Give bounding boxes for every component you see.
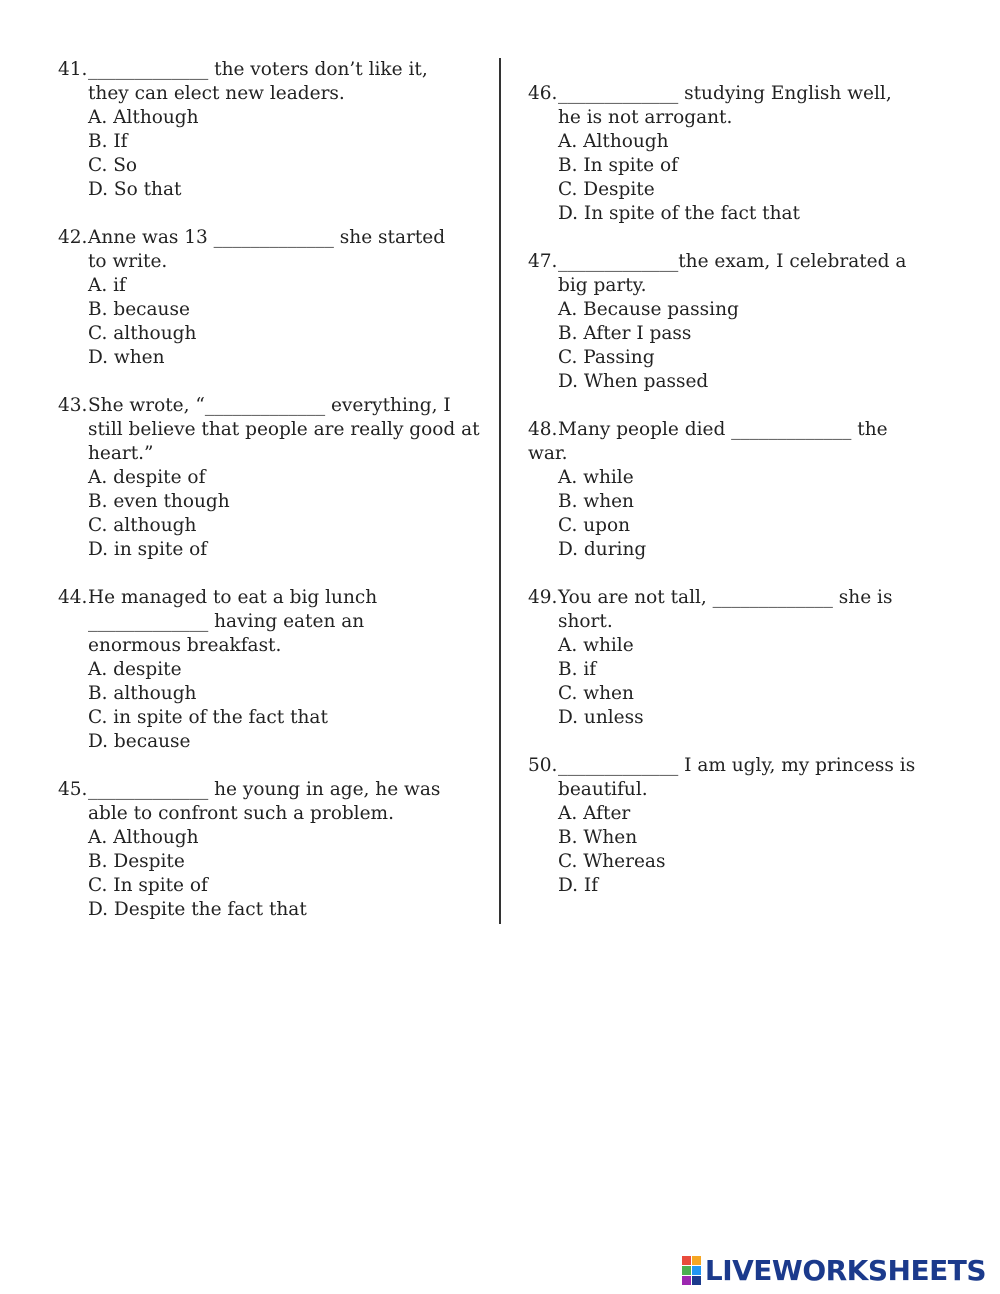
answer-option[interactable]: C. So — [88, 155, 138, 176]
answer-option[interactable]: A. After — [558, 803, 631, 824]
question-first-line — [58, 394, 483, 418]
answer-option[interactable]: B. because — [88, 299, 190, 320]
answer-option[interactable]: D. in spite of — [88, 539, 208, 560]
answer-option[interactable]: B. Despite — [88, 851, 185, 872]
question-46 — [528, 82, 968, 226]
question-44 — [58, 586, 483, 754]
question-number: 47. — [528, 251, 558, 272]
question-stem-continued: they can elect new leaders. — [88, 83, 345, 104]
question-stem: _____________ studying English well, — [558, 83, 892, 104]
question-stem-continued: big party. — [558, 275, 647, 296]
question-stem-continued: still believe that people are really good at — [88, 419, 480, 440]
question-stem-continued: war. — [528, 443, 568, 464]
question-stem-continued: to write. — [88, 251, 168, 272]
question-41 — [58, 58, 483, 202]
logo-mark-icon — [682, 1256, 701, 1285]
question-stem: Anne was 13 _____________ she started — [88, 227, 446, 248]
question-45 — [58, 778, 483, 922]
question-first-line — [528, 82, 968, 106]
answer-option[interactable]: C. Whereas — [558, 851, 666, 872]
question-43 — [58, 394, 483, 562]
question-number: 44. — [58, 587, 88, 608]
answer-option[interactable]: B. when — [558, 491, 634, 512]
logo-text: LIVEWORKSHEETS — [704, 1253, 986, 1287]
question-first-line — [528, 250, 968, 274]
answer-option[interactable]: A. while — [558, 467, 634, 488]
liveworksheets-logo — [682, 1255, 986, 1285]
question-stem: You are not tall, _____________ she is — [558, 587, 893, 608]
question-stem-continued: enormous breakfast. — [88, 635, 282, 656]
answer-option[interactable]: A. despite — [88, 659, 182, 680]
answer-option[interactable]: D. So that — [88, 179, 182, 200]
answer-option[interactable]: B. if — [558, 659, 597, 680]
question-48 — [528, 418, 968, 562]
left-column — [58, 58, 483, 946]
question-stem-continued: able to confront such a problem. — [88, 803, 394, 824]
answer-option[interactable]: B. even though — [88, 491, 230, 512]
answer-option[interactable]: C. although — [88, 515, 197, 536]
question-47 — [528, 250, 968, 394]
question-first-line — [528, 418, 968, 442]
answer-option[interactable]: B. although — [88, 683, 197, 704]
question-stem-continued: beautiful. — [558, 779, 648, 800]
question-stem: _____________ the voters don’t like it, — [88, 59, 428, 80]
question-number: 42. — [58, 227, 88, 248]
question-number: 50. — [528, 755, 558, 776]
question-stem: He managed to eat a big lunch — [88, 587, 378, 608]
answer-option[interactable]: D. If — [558, 875, 599, 896]
question-number: 46. — [528, 83, 558, 104]
answer-option[interactable]: C. although — [88, 323, 197, 344]
question-stem: _____________ he young in age, he was — [88, 779, 441, 800]
answer-option[interactable]: A. Although — [88, 827, 199, 848]
answer-option[interactable]: C. upon — [558, 515, 631, 536]
answer-option[interactable]: C. when — [558, 683, 634, 704]
question-49 — [528, 586, 968, 730]
question-stem: _____________ I am ugly, my princess is — [558, 755, 916, 776]
question-50 — [528, 754, 968, 898]
answer-option[interactable]: D. when — [88, 347, 165, 368]
answer-option[interactable]: A. despite of — [88, 467, 206, 488]
question-number: 48. — [528, 419, 558, 440]
answer-option[interactable]: A. Although — [88, 107, 199, 128]
answer-option[interactable]: B. If — [88, 131, 128, 152]
question-first-line — [528, 586, 968, 610]
question-stem-continued: short. — [558, 611, 613, 632]
answer-option[interactable]: D. because — [88, 731, 191, 752]
question-stem: _____________the exam, I celebrated a — [558, 251, 907, 272]
answer-option[interactable]: C. Passing — [558, 347, 655, 368]
answer-option[interactable]: D. When passed — [558, 371, 709, 392]
answer-option[interactable]: D. during — [558, 539, 647, 560]
question-stem-continued: he is not arrogant. — [558, 107, 733, 128]
answer-option[interactable]: C. in spite of the fact that — [88, 707, 328, 728]
answer-option[interactable]: B. After I pass — [558, 323, 692, 344]
answer-option[interactable]: A. Although — [558, 131, 669, 152]
answer-option[interactable]: A. while — [558, 635, 634, 656]
question-number: 45. — [58, 779, 88, 800]
answer-option[interactable]: C. In spite of — [88, 875, 208, 896]
logo-square — [692, 1276, 701, 1285]
question-first-line — [528, 754, 968, 778]
logo-square — [692, 1256, 701, 1265]
question-first-line — [58, 778, 483, 802]
question-first-line — [58, 58, 483, 82]
logo-square — [682, 1256, 691, 1265]
question-number: 49. — [528, 587, 558, 608]
answer-option[interactable]: B. When — [558, 827, 638, 848]
question-stem: She wrote, “_____________ everything, I — [88, 395, 451, 416]
question-number: 41. — [58, 59, 88, 80]
answer-option[interactable]: D. Despite the fact that — [88, 899, 307, 920]
logo-square — [682, 1276, 691, 1285]
answer-option[interactable]: D. unless — [558, 707, 644, 728]
question-number: 43. — [58, 395, 88, 416]
column-divider — [499, 58, 501, 924]
logo-square — [682, 1266, 691, 1275]
question-stem-continued: _____________ having eaten an — [88, 611, 365, 632]
question-stem-continued: heart.” — [88, 443, 154, 464]
answer-option[interactable]: A. Because passing — [558, 299, 739, 320]
answer-option[interactable]: D. In spite of the fact that — [558, 203, 800, 224]
question-42 — [58, 226, 483, 370]
right-column — [528, 82, 968, 922]
answer-option[interactable]: B. In spite of — [558, 155, 678, 176]
answer-option[interactable]: C. Despite — [558, 179, 655, 200]
logo-square — [692, 1266, 701, 1275]
question-first-line — [58, 226, 483, 250]
question-first-line — [58, 586, 483, 610]
answer-option[interactable]: A. if — [88, 275, 126, 296]
question-stem: Many people died _____________ the — [558, 419, 888, 440]
